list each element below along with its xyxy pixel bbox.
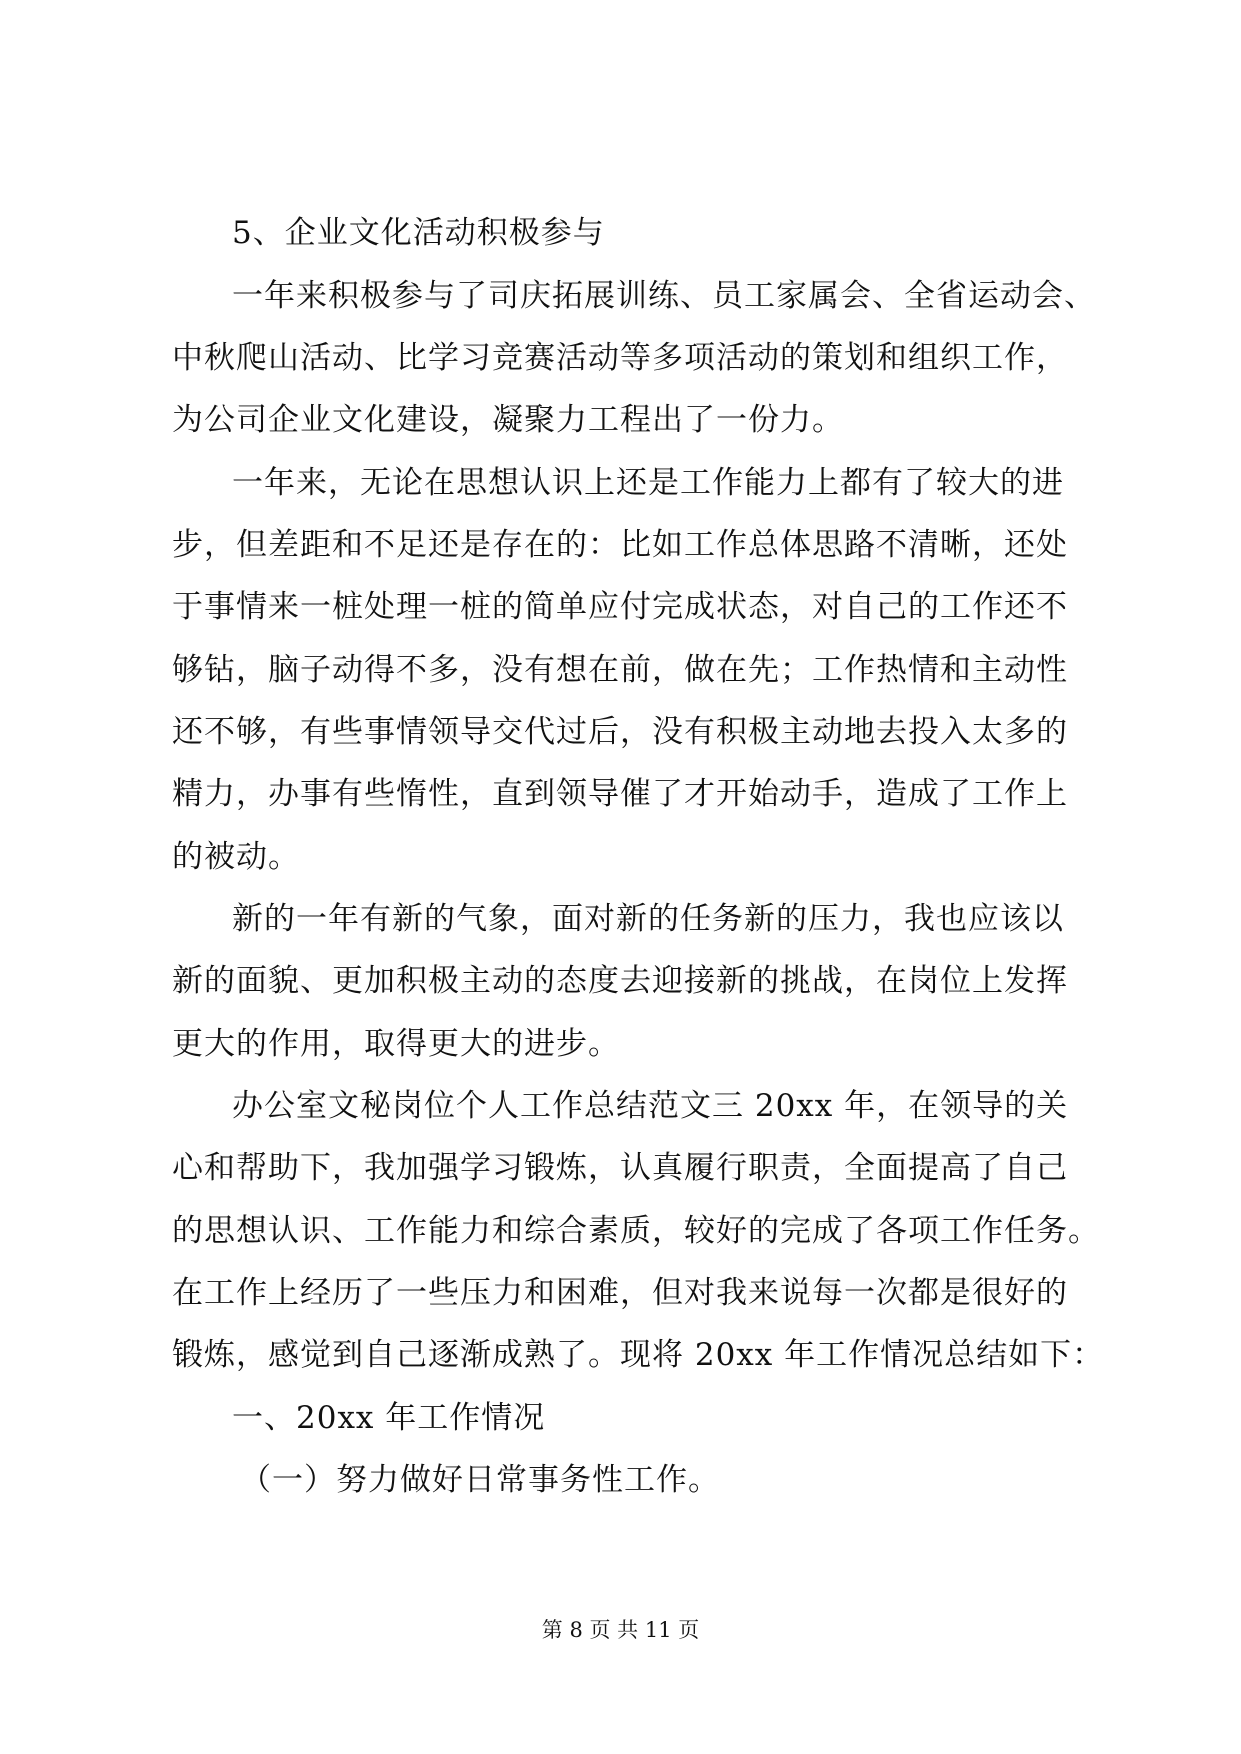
section-heading-1: 一、20xx 年工作情况 xyxy=(232,1400,546,1436)
body-line: 步，但差距和不足还是存在的：比如工作总体思路不清晰，还处 xyxy=(172,527,1068,563)
body-line: 一年来积极参与了司庆拓展训练、员工家属会、全省运动会、 xyxy=(232,278,1096,314)
body-line: 新的一年有新的气象，面对新的任务新的压力，我也应该以 xyxy=(232,901,1064,937)
body-line: 于事情来一桩处理一桩的简单应付完成状态，对自己的工作还不 xyxy=(172,589,1068,625)
body-line: 办公室文秘岗位个人工作总结范文三 20xx 年，在领导的关 xyxy=(232,1088,1069,1124)
page-footer: 第 8 页 共 11 页 xyxy=(541,1618,700,1642)
body-line: 够钻，脑子动得不多，没有想在前，做在先；工作热情和主动性 xyxy=(172,652,1068,688)
body-line: 的思想认识、工作能力和综合素质，较好的完成了各项工作任务。 xyxy=(172,1213,1100,1249)
body-line: 心和帮助下，我加强学习锻炼，认真履行职责，全面提高了自己 xyxy=(172,1150,1068,1186)
section-heading-5: 5、企业文化活动积极参与 xyxy=(232,215,605,251)
body-line: 还不够，有些事情领导交代过后，没有积极主动地去投入太多的 xyxy=(172,714,1068,750)
subsection-heading: （一）努力做好日常事务性工作。 xyxy=(240,1462,720,1498)
body-line: 锻炼，感觉到自己逐渐成熟了。现将 20xx 年工作情况总结如下： xyxy=(172,1337,1105,1373)
body-line: 一年来，无论在思想认识上还是工作能力上都有了较大的进 xyxy=(232,465,1064,501)
body-line: 的被动。 xyxy=(172,839,300,875)
body-line: 在工作上经历了一些压力和困难，但对我来说每一次都是很好的 xyxy=(172,1275,1068,1311)
body-line: 新的面貌、更加积极主动的态度去迎接新的挑战，在岗位上发挥 xyxy=(172,963,1068,999)
body-line: 更大的作用，取得更大的进步。 xyxy=(172,1026,620,1062)
body-line: 为公司企业文化建设，凝聚力工程出了一份力。 xyxy=(172,402,844,438)
body-line: 中秋爬山活动、比学习竞赛活动等多项活动的策划和组织工作， xyxy=(172,340,1068,376)
body-line: 精力，办事有些惰性，直到领导催了才开始动手，造成了工作上 xyxy=(172,776,1068,812)
